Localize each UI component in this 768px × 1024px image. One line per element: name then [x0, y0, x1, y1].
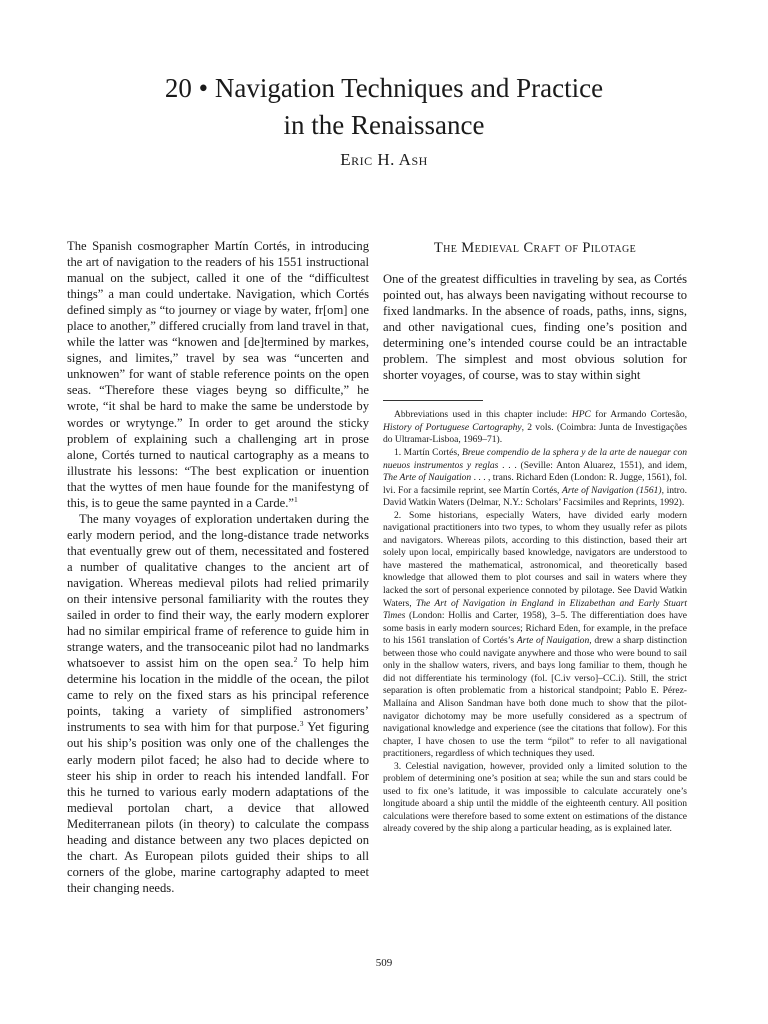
footnotes: [383, 409, 687, 836]
footnote-3: 3. Celestial navigation, however, provided only a limited solution to the problem of determining one’s position at sea; while the sun and stars could be used to fix one’s latitude, it was impossible to calculate accurately one’s longitude aboard a ship until the middle of the eighteenth century. All position calculations were therefore based to some extent on estimations of the distance already covered by the ship along a particular heading, as is explained later.: [383, 760, 687, 835]
chapter-title: [0, 70, 768, 144]
footnote-ref-3: 3: [299, 719, 304, 729]
author-name: Eric H. Ash: [340, 150, 428, 169]
footnote-ref-2: 2: [293, 655, 298, 665]
footnote-1: 1. Martín Cortés, Breue compendio de la sphera y de la arte de nauegar con nueuos instrumentos y reglas . . . (Seville: Anton Aluarez, 1551), and idem, The Arte of Nauigation . . . , trans. Richard Eden (London: R. Jugge, 1561), fol. lvi. For a facsimile reprint, see Martín Cortés, Arte of Navigation (1561), intro. David Watkin Waters (Delmar, N.Y.: Scholars’ Facsimiles and Reprints, 1992).: [383, 447, 687, 509]
right-column: [383, 238, 687, 836]
page-number: 509: [375, 957, 393, 969]
section-heading: The Medieval Craft of Pilotage: [433, 240, 637, 256]
footnote-abbreviations: Abbreviations used in this chapter include: HPC for Armando Cortesão, History of Portuguese Cartography, 2 vols. (Coimbra: Junta de Investigações do Ultramar-Lisboa, 1969–71).: [383, 409, 687, 446]
chapter-title-line-1: 20 • Navigation Techniques and Practice: [164, 73, 604, 103]
body-paragraph-2: The many voyages of exploration undertaken during the early modern period, and the long-distance trade networks that eventually grew out of them, necessitated and fostered a number of qualitative changes to the ancient art of navigation. Whereas medieval pilots had relied primarily on their intensive personal familiarity with the routes they sailed in order to find their way, the early modern explorer had no similar empirical frame of reference to guide him in strange waters, and the transoceanic pilot had no landmarks whatsoever to assist him on the open sea.$^2$ To help him determine his location in the middle of the ocean, the pilot came to rely on the fixed stars as his principal reference points, taking a variety of simplified astronomers’ instruments to sea with him for that purpose.$^3$ Yet figuring out his ship’s position was only one of the challenges the early modern pilot faced; he also had to decide where to steer his ship in order to reach his intended landfall. For this he turned to various early modern adaptations of the medieval portolan chart, a device that allowed Mediterranean pilots (in theory) to calculate the compass heading and distance between any two places depicted on the chart. As European pilots guided their ships to all corners of the globe, marine cartography adapted to meet their changing needs.: [67, 511, 369, 895]
footnote-rule: [383, 400, 483, 401]
chapter-title-line-2: in the Renaissance: [283, 110, 485, 140]
footnote-2: 2. Some historians, especially Waters, have divided early modern navigational practitioners into two types, to whom they usually refer as pilots and navigators. Whereas pilots, according to this distinction, based their art solely upon local, empirically based knowledge, navigators are understood to have mastered the mathematical, astronomical, and theoretically based knowledge that allowed them to plot courses and sail in waters where they lacked the sort of personal experience connoted by pilotage. See David Watkin Waters, The Art of Navigation in England in Elizabethan and Early Stuart Times (London: Hollis and Carter, 1958), 3–5. The differentiation does have some basis in early modern sources; Richard Eden, for example, in the preface to his 1561 translation of Cortés’s Arte of Nauigation, drew a sharp distinction between those who could navigate anywhere and those who were bound to sail only in the shallow waters, rivers, and bays long familiar to them, though he did not differentiate his terminology (fol. [C.iv verso]–CC.i). Still, the strict separation is often problematic from a historical standpoint; Pablo E. Pérez-Mallaína and Alison Sandman have both done much to show that the pilot-navigator dichotomy may be more usefully considered as a spectrum of navigational knowledge and experience (see the citations that follow). For this chapter, I have chosen to use the term “pilot” to refer to all navigational practitioners, regardless of which techniques they used.: [383, 509, 688, 760]
left-column: [67, 238, 369, 896]
footnote-ref-1: 1: [293, 494, 298, 504]
body-paragraph-3: One of the greatest difficulties in traveling by sea, as Cortés pointed out, has always been navigating without recourse to fixed landmarks. In the absence of roads, paths, inns, signs, and other navigational cues, finding one’s position and determining one’s intended course could be an intractable problem. The simplest and most obvious solution for shorter voyages, of course, was to stay within sight: [383, 272, 687, 383]
body-paragraph-1: The Spanish cosmographer Martín Cortés, in introducing the art of navigation to the readers of his 1551 instructional manual on the subject, called it one of the “difficultest things” a man could undertake. Navigation, which Cortés defined simply as “to journey or viage by water, fr[om] one place to another,” differed crucially from land travel in that, while the latter was “knowen and [de]termined by markes, signes, and limites,” travel by sea was “uncerten and unknowen” for want of stable reference points on the open seas. “Therefore these viages beyng so difficulte,” he wrote, “it shal be hard to make the same be understode by wordes or wrytynge.” In order to get around the sticky problem of explaining such a challenging art in prose alone, Cortés turned to nautical cartography as a means to illustrate his lessons: “The best explication or inuention that the wyttes of men haue founde for the manifestyng of this, is to geue the same paynted in a Carde.”$^1$: [67, 239, 369, 510]
